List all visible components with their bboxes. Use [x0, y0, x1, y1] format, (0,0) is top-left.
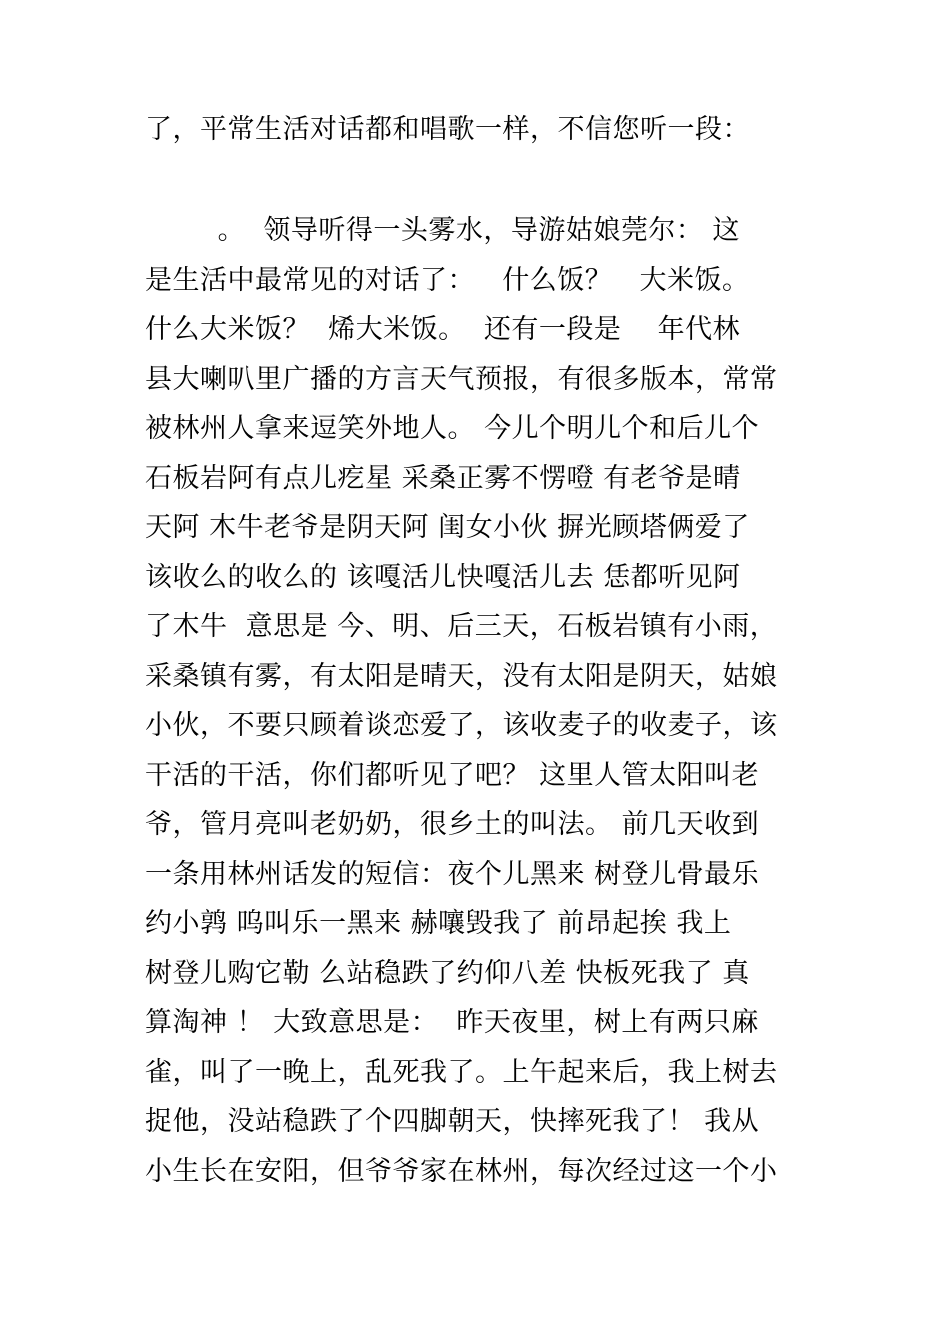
text-line: 树登儿购它勒 么站稳跌了约仰八差 快板死我了 真 [145, 958, 750, 989]
text-line: 天阿 木牛老爷是阴天阿 闺女小伙 摒光顾塔俩爱了 [145, 512, 750, 543]
text-line: 什么大米饭？ 烯大米饭。 还有一段是 年代林 [145, 314, 741, 345]
text-line: 采桑镇有雾，有太阳是晴天，没有太阳是阴天，姑娘 [145, 661, 778, 692]
text-line: 小生长在安阳，但爷爷家在林州，每次经过这一个小 [145, 1156, 778, 1187]
text-line: 。 领导听得一头雾水，导游姑娘莞尔： 这 [145, 215, 740, 246]
text-line: 该收么的收么的 该嘎活儿快嘎活儿去 恁都听见阿 [145, 562, 741, 593]
text-line: 被林州人拿来逗笑外地人。 今儿个明儿个和后儿个 [145, 413, 760, 444]
text-line: 一条用林州话发的短信：夜个儿黑来 树登儿骨最乐 [145, 859, 760, 890]
text-line: 约小鹑 呜叫乐一黑来 赫嚷毁我了 前昂起挨 我上 [145, 908, 732, 939]
text-line: 干活的干活，你们都听见了吧？ 这里人管太阳叫老 [145, 760, 760, 791]
text-line: 算淘神 ！ 大致意思是： 昨天夜里，树上有两只麻 [145, 1007, 759, 1038]
text-line: 爷，管月亮叫老奶奶，很乡土的叫法。 前几天收到 [145, 809, 760, 840]
text-line: 小伙，不要只顾着谈恋爱了，该收麦子的收麦子，该 [145, 710, 778, 741]
text-line: 雀，叫了一晚上，乱死我了。上午起来后，我上树去 [145, 1057, 778, 1088]
text-line: 捉他，没站稳跌了个四脚朝天，快摔死我了！ 我从 [145, 1106, 760, 1137]
text-line: 是生活中最常见的对话了： 什么饭？ 大米饭。 [145, 265, 750, 296]
text-line: 县大喇叭里广播的方言天气预报，有很多版本，常常 [145, 364, 778, 395]
text-line: 石板岩阿有点儿疙星 采桑正雾不愣噔 有老爷是晴 [145, 463, 741, 494]
text-line: 了木牛 意思是 今、明、后三天，石板岩镇有小雨， [145, 611, 778, 642]
text-line: 了，平常生活对话都和唱歌一样，不信您听一段： [145, 114, 750, 145]
